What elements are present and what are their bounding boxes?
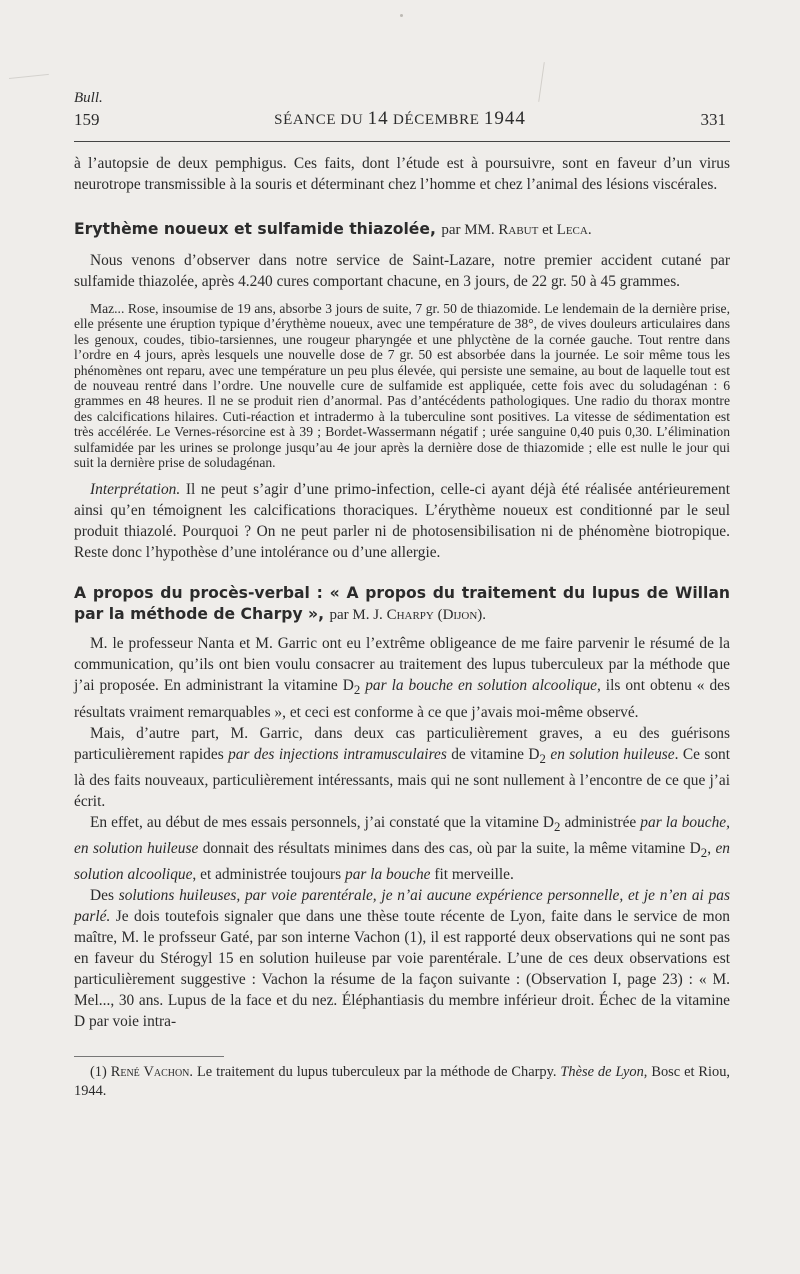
article2-p4-italic: solutions huileuses, par voie parentérale, je n’ai aucune expérience personnelle, et je n’en ai pas parlé.	[74, 886, 730, 925]
subscript: 2	[353, 683, 361, 698]
article2-para4	[74, 885, 730, 1032]
article1-title	[74, 218, 730, 241]
subscript: 2	[554, 819, 561, 834]
article1-author2: Leca	[556, 222, 588, 238]
article2-p3-text: En effet, au début de mes essais personnels, j’ai constaté que la vitamine D	[90, 813, 555, 831]
article1-by-prefix: par MM.	[441, 222, 495, 238]
scan-artifact	[7, 56, 49, 79]
article2-city: (Dijon).	[437, 607, 487, 624]
article2-title	[74, 583, 730, 626]
scan-artifact	[400, 14, 403, 17]
article2-p4-text: Des	[90, 886, 119, 904]
article1-title-text: Erythème noueux et sulfamide thiazolée,	[74, 220, 436, 238]
article2-p3-italic: par la bouche	[345, 865, 431, 883]
article2-p3-text: administrée	[560, 813, 641, 831]
article2-p2-text: . Ce sont là des faits nouveaux, particulièrement intéressants, mais qui ne sont nullement à l’encontre de ce que j’ai écrit.	[74, 745, 731, 810]
footnote-text: , Bosc et Riou, 1944.	[74, 1063, 730, 1099]
article1-and: et	[542, 222, 553, 238]
article2-p1-text: M. le professeur Nanta et M. Garric ont eu l’extrême obligeance de me faire parvenir le résumé de la communication, qu’ils ont bien voulu consacrer au traitement des lupus tuberculeux par la méthode que j’ai proposée. En administrant la vitamine D	[74, 635, 730, 695]
running-title: SÉANCE DU	[274, 112, 364, 128]
article2-p2-text: Mais, d’autre part, M. Garric, dans deux cas particulièrement graves, a eu des guérisons particulièrement rapides	[74, 724, 730, 763]
subscript: 2	[539, 751, 546, 766]
running-head	[0, 108, 800, 130]
footnote-rule	[74, 1056, 224, 1057]
article1-byline: par MM. Rabut et Leca.	[441, 222, 592, 238]
article2-by-prefix: par M. J.	[329, 607, 383, 624]
article2-p3-italic: en solution alcoolique	[74, 839, 730, 883]
intro-paragraph: à l’autopsie de deux pemphigus. Ces faits, dont l’étude est à poursuivre, sont en faveur d’un virus neurotrope transmissible à la souris et déterminant chez l’homme et chez l’animal des lésions viscérales.	[74, 155, 730, 193]
article2-p4-text: Je dois toutefois signaler que dans une thèse toute récente de Lyon, faite dans le service de mon maître, M. le profsseur Gaté, par son interne Vachon (1), il est rapporté deux observations qui ne sont pas en faveur du Stérogyl 15 en solution huileuse par voie parentérale. L’une de ces deux observations est particulièrement suggestive : Vachon la résume de la façon suivante : (Observation I, page 23) : « M. Mel..., 30 ans. Lupus de la face et du nez. Éléphantiasis du membre inférieur droit. Échec de la vitamine D par voie intra-	[74, 907, 730, 1030]
article2-p1-italic: par la bouche en solution alcoolique	[360, 677, 597, 695]
footnote-italic: Thèse de Lyon	[560, 1063, 644, 1080]
article2-p1-text: , ils ont obtenu « des résultats vraiment remarquables », et ceci est conforme à ce que j’avais moi-même observé.	[74, 677, 730, 721]
article2-para2	[74, 723, 730, 812]
article2-p3-italic: par la bouche, en solution huileuse	[74, 813, 730, 857]
article2-p3-text: ,	[707, 839, 716, 857]
footnote-mark: (1)	[90, 1063, 111, 1080]
article2-p3-text: donnait des résultats minimes dans des cas, où par la suite, la même vitamine D	[198, 839, 701, 857]
article2-para3	[74, 812, 730, 885]
article1-para1: Nous venons d’observer dans notre service de Saint-Lazare, notre premier accident cutané par sulfamide thiazolée, après 4.240 cures comportant chacune, en 3 jours, de 22 gr. 50 à 45 grammes.	[74, 252, 730, 290]
running-month: DÉCEMBRE	[393, 112, 480, 128]
page-number-right: 331	[700, 110, 726, 129]
subscript: 2	[700, 845, 708, 860]
footnote	[74, 1063, 730, 1101]
article2-author: Charpy	[386, 607, 434, 624]
article1-interpretation	[74, 479, 730, 563]
footnote-author: René Vachon	[110, 1063, 190, 1080]
article2-title-text: A propos du procès-verbal : « A propos du traitement du lupus de Willan par la méthode de Charpy »,	[74, 584, 730, 624]
article2-p2-italic: en solution huileuse	[545, 745, 675, 763]
page-number-left: 159	[74, 110, 100, 129]
article2-p3-text: , et administrée toujours	[192, 865, 346, 883]
article2-p2-text: de vitamine D	[446, 745, 540, 763]
page-body	[74, 153, 730, 1101]
article1-author1: Rabut	[498, 222, 539, 238]
article1-case-report: Maz... Rose, insoumise de 19 ans, absorbe 3 jours de suite, 7 gr. 50 de thiazomide. Le lendemain de la dernière prise, elle présente une éruption typique d’érythème noueux, avec une température de 38°, de vives douleurs articulaires dans les genoux, coudes, tibio-tarsiennes, une rougeur pharyngée et une phlyctène de la cornée gauche. Tout rentre dans l’ordre en 4 jours, après lesquels une nouvelle dose de 7 gr. 50 est absorbée dans la journée. Le soir même tous les phénomènes ont reparu, avec une température un peu plus élevée, qui persiste une semaine, au bout de laquelle tout est de nouveau rentré dans l’ordre. Une nouvelle cure de sulfamide est appliquée, cette fois avec du soludagénan : 6 grammes en 48 heures. Il ne se produit rien d’anormal. Pas d’antécédents pathologiques. Une radio du thorax montre des calcifications hilaires. Cuti-réaction et intradermo à la tuberculine sont positives. La vitesse de sédimentation est très accélérée. Le Vernes-résorcine est à 39 ; Bordet-Wassermann négatif ; urée sanguine 0,40 puis 0,30. L’élimination sulfamidée par les urines se prolonge jusqu’au 4e jour après la dernière dose de thiazomide ; elle est nulle le jour qui suit la dernière prise de soludagénan.	[74, 301, 730, 471]
bull-label: Bull.	[74, 90, 103, 106]
scan-artifact	[538, 62, 545, 102]
interpretation-label: Interprétation.	[90, 481, 181, 499]
interpretation-text: Il ne peut s’agir d’une primo-infection, celle-ci ayant déjà été réalisée antérieurement ainsi qu’en témoignent les calcifications thoraciques. L’érythème noueux est conditionné par le seul produit thiazolé. Pourquoi ? On ne peut parler ni de photosensibilisation ni de phénomène biotropique. Reste donc l’hypothèse d’une intolérance ou d’une allergie.	[74, 481, 730, 562]
header-rule	[74, 141, 730, 142]
running-day: 14	[367, 108, 389, 129]
article2-byline	[329, 607, 486, 623]
article2-p2-italic: par des injections intramusculaires	[228, 745, 447, 763]
running-year: 1944	[483, 108, 526, 129]
footnote-text: . Le traitement du lupus tuberculeux par la méthode de Charpy.	[189, 1063, 561, 1080]
article2-para1	[74, 633, 730, 722]
article2-p3-text: fit merveille.	[430, 865, 514, 883]
